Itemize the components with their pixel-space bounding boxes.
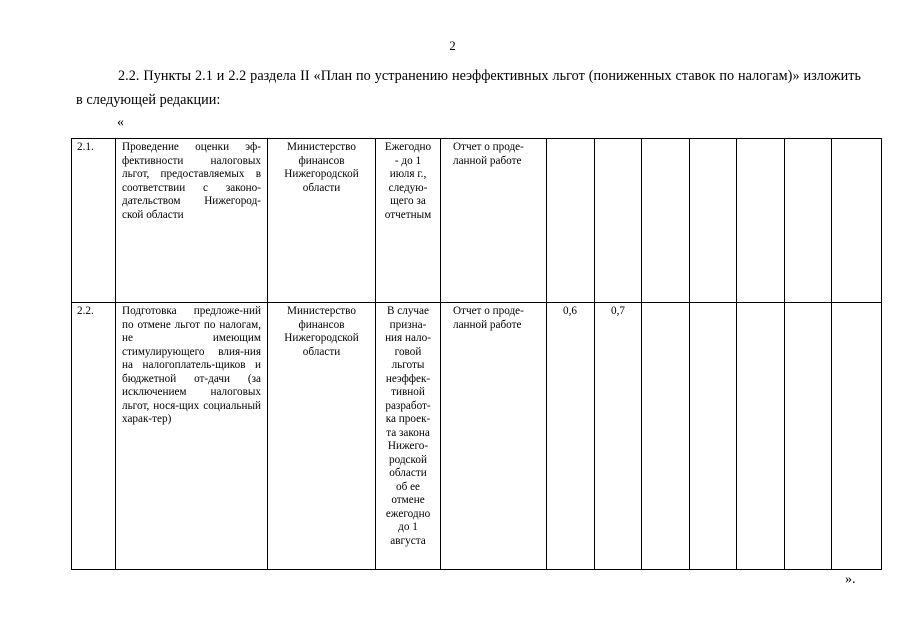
row-number: 2.2. — [72, 303, 116, 570]
report-form-cell: Отчет о проде-ланной работе — [441, 303, 547, 570]
value-cell — [642, 139, 690, 303]
value-cell — [832, 303, 882, 570]
measure-name: Подготовка предложе-ний по отмене льгот по налогам, не имеющим стимулирующего влия-ния на налогоплатель-щиков и бюджетной от-дачи (за исключением налоговых льгот, нося-щих социальный харак-тер) — [116, 303, 268, 570]
plan-table — [71, 138, 882, 570]
opening-quote-mark: « — [117, 115, 124, 130]
value-cell — [737, 139, 785, 303]
value-cell — [785, 139, 832, 303]
value-cell — [690, 303, 737, 570]
executor-cell: Министерство финансов Нижегородской области — [268, 303, 376, 570]
closing-quote-mark: ». — [845, 572, 856, 587]
page-number: 2 — [449, 38, 456, 53]
value-cell — [737, 303, 785, 570]
value-cell — [642, 303, 690, 570]
report-form-cell: Отчет о проде-ланной работе — [441, 139, 547, 303]
value-cell — [547, 139, 595, 303]
value-cell — [595, 139, 642, 303]
term-cell: Ежегодно - до 1 июля г., следую- щего за отчетным — [376, 139, 441, 303]
value-cell — [832, 139, 882, 303]
row-number: 2.1. — [72, 139, 116, 303]
intro-paragraph: 2.2. Пункты 2.1 и 2.2 раздела II «План по устранению неэффективных льгот (пониженных ставок по налогам)» изложить в следующей редакции: — [76, 68, 861, 108]
value-cell: 0,7 — [595, 303, 642, 570]
measure-name: Проведение оценки эф-фективности налоговых льгот, предоставляемых в соответствии с законо-дательством Нижегород-ской области — [116, 139, 268, 303]
value-cell — [690, 139, 737, 303]
table-row — [72, 139, 882, 303]
value-cell: 0,6 — [547, 303, 595, 570]
executor-cell: Министерство финансов Нижегородской области — [268, 139, 376, 303]
table-row — [72, 303, 882, 570]
term-cell: В случае призна- ния нало- говой льготы неэффек- тивной разработ- ка проек- та закона Нижего- родской области об ее отмене ежегодно до 1 августа — [376, 303, 441, 570]
value-cell — [785, 303, 832, 570]
